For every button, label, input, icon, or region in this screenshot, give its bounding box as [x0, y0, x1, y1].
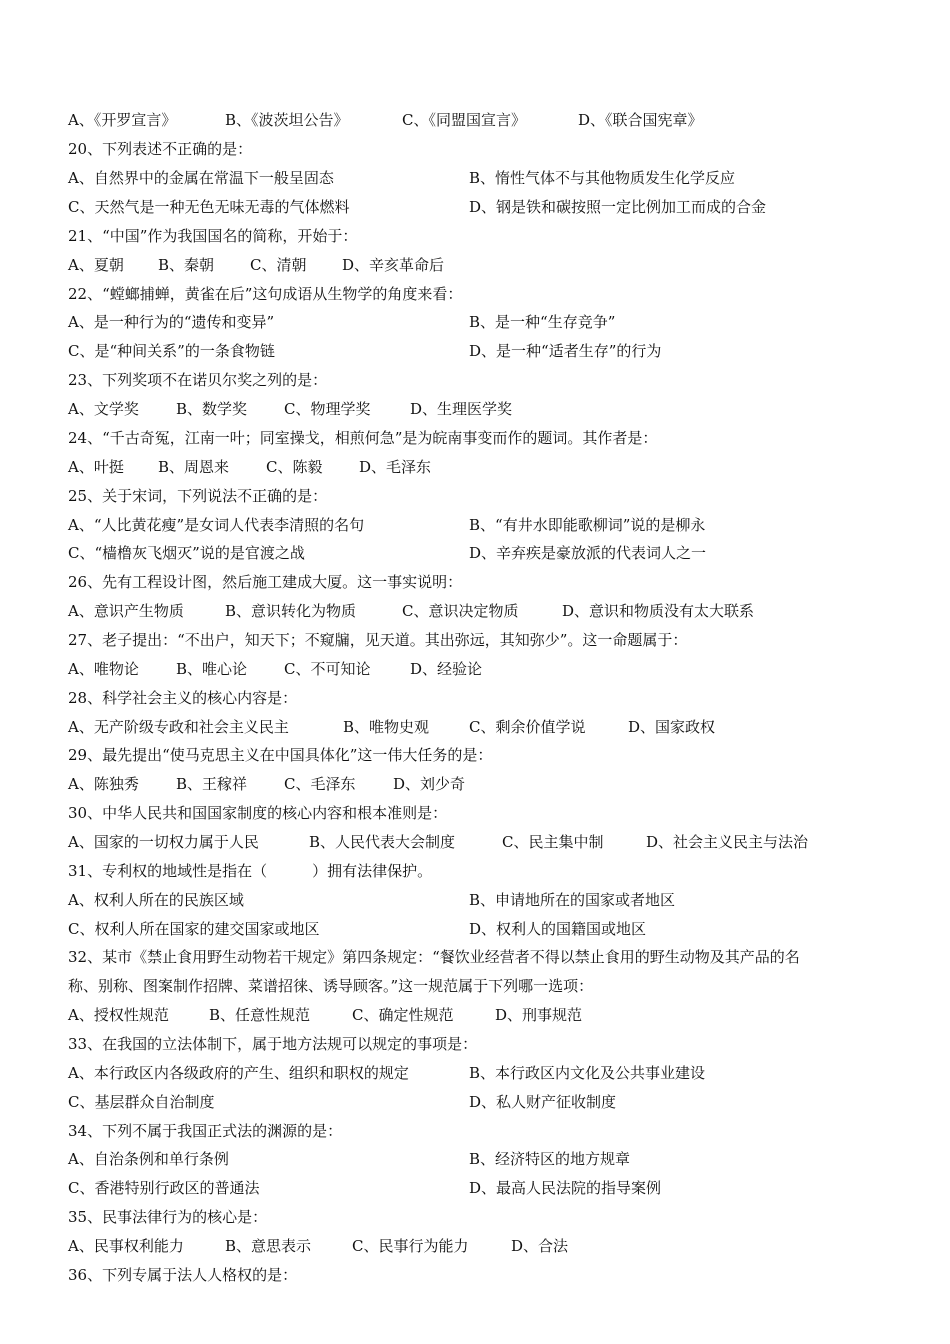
- option-a: A、本行政区内各级政府的产生、组织和职权的规定: [68, 1064, 409, 1082]
- option-c: C、清朝: [250, 256, 307, 274]
- question-stem: 20、下列表述不正确的是：: [68, 140, 253, 158]
- option-c: C、天然气是一种无色无味无毒的气体燃料: [68, 198, 350, 216]
- option-a: A、陈独秀: [68, 775, 139, 793]
- option-d: D、钢是铁和碳按照一定比例加工而成的合金: [469, 198, 767, 216]
- option-a: A、授权性规范: [68, 1006, 169, 1024]
- option-a: A、叶挺: [68, 458, 124, 476]
- question-24-options: [68, 455, 888, 479]
- question-stem: 24、“千古奇冤，江南一叶；同室操戈，相煎何急”是为皖南事变而作的题词。其作者是：: [68, 429, 658, 447]
- question-23-options: [68, 397, 888, 421]
- option-c: C、香港特别行政区的普通法: [68, 1179, 260, 1197]
- option-b: B、经济特区的地方规章: [469, 1150, 631, 1168]
- option-b: B、王稼祥: [176, 775, 248, 793]
- option-b: B、本行政区内文化及公共事业建设: [469, 1064, 706, 1082]
- question-27-stem: [68, 628, 888, 652]
- question-stem: 34、下列不属于我国正式法的渊源的是：: [68, 1122, 343, 1140]
- option-b: B、“有井水即能歌柳词”说的是柳永: [469, 516, 706, 534]
- option-c: C、意识决定物质: [402, 602, 519, 620]
- option-c: C、民事行为能力: [352, 1237, 469, 1255]
- option-d: D、合法: [511, 1237, 569, 1255]
- option-a: A、自治条例和单行条例: [68, 1150, 229, 1168]
- option-d: D、刑事规范: [495, 1006, 583, 1024]
- option-b: B、意识转化为物质: [225, 602, 357, 620]
- question-stem: 36、下列专属于法人人格权的是：: [68, 1266, 298, 1284]
- question-22-options-row1: [68, 310, 888, 334]
- option-a: A、夏朝: [68, 256, 124, 274]
- option-c: C、《同盟国宣言》: [402, 111, 526, 129]
- option-b: B、《波茨坦公告》: [225, 111, 349, 129]
- option-a: A、民事权利能力: [68, 1237, 184, 1255]
- question-stem: 35、民事法律行为的核心是：: [68, 1208, 268, 1226]
- option-d: D、辛弃疾是豪放派的代表词人之一: [469, 544, 707, 562]
- question-30-options: [68, 830, 888, 854]
- question-stem: 33、在我国的立法体制下，属于地方法规可以规定的事项是：: [68, 1035, 478, 1053]
- option-d: D、《联合国宪章》: [578, 111, 703, 129]
- question-29-options: [68, 772, 888, 796]
- question-32-stem-line1: [68, 945, 888, 969]
- question-33-options-row2: [68, 1090, 888, 1114]
- question-stem: 21、“中国”作为我国国名的简称，开始于：: [68, 227, 358, 245]
- question-30-stem: [68, 801, 888, 825]
- question-26-stem: [68, 570, 888, 594]
- question-stem: 28、科学社会主义的核心内容是：: [68, 689, 298, 707]
- option-b: B、唯心论: [176, 660, 248, 678]
- option-a: A、自然界中的金属在常温下一般呈固态: [68, 169, 334, 187]
- option-c: C、毛泽东: [284, 775, 356, 793]
- question-stem: 30、中华人民共和国国家制度的核心内容和根本准则是：: [68, 804, 448, 822]
- question-stem: 23、下列奖项不在诺贝尔奖之列的是：: [68, 371, 328, 389]
- question-stem: 32、某市《禁止食用野生动物若干规定》第四条规定：“餐饮业经营者不得以禁止食用的野生动物及其产品的名: [68, 948, 800, 966]
- question-35-stem: [68, 1205, 888, 1229]
- question-29-stem: [68, 743, 888, 767]
- question-23-stem: [68, 368, 888, 392]
- question-20-stem: [68, 137, 888, 161]
- option-c: C、“樯橹灰飞烟灭”说的是官渡之战: [68, 544, 305, 562]
- option-d: D、私人财产征收制度: [469, 1093, 617, 1111]
- question-33-stem: [68, 1032, 888, 1056]
- option-a: A、“人比黄花瘦”是女词人代表李清照的名句: [68, 516, 365, 534]
- option-a: A、是一种行为的“遗传和变异”: [68, 313, 275, 331]
- question-32-stem-line2: [68, 974, 888, 998]
- question-stem: 27、老子提出：“不出户，知天下；不窥牖，见天道。其出弥远，其知弥少”。这一命题属于：: [68, 631, 688, 649]
- question-36-stem: [68, 1263, 888, 1287]
- question-35-options: [68, 1234, 888, 1258]
- question-stem: 22、“螳螂捕蝉，黄雀在后”这句成语从生物学的角度来看：: [68, 285, 463, 303]
- option-d: D、辛亥革命后: [342, 256, 445, 274]
- option-a: A、国家的一切权力属于人民: [68, 833, 259, 851]
- question-19-options: [68, 108, 888, 132]
- option-d: D、最高人民法院的指导案例: [469, 1179, 662, 1197]
- question-21-options: [68, 253, 888, 277]
- option-c: C、确定性规范: [352, 1006, 454, 1024]
- option-b: B、数学奖: [176, 400, 248, 418]
- option-d: D、刘少奇: [393, 775, 466, 793]
- option-d: D、毛泽东: [359, 458, 432, 476]
- option-d: D、社会主义民主与法治: [646, 833, 809, 851]
- option-d: D、经验论: [410, 660, 483, 678]
- question-31-options-row2: [68, 917, 888, 941]
- question-20-options-row1: [68, 166, 888, 190]
- option-c: C、民主集中制: [502, 833, 604, 851]
- option-c: C、权利人所在国家的建交国家或地区: [68, 920, 320, 938]
- option-a: A、意识产生物质: [68, 602, 184, 620]
- question-22-options-row2: [68, 339, 888, 363]
- question-stem: 29、最先提出“使马克思主义在中国具体化”这一伟大任务的是：: [68, 746, 493, 764]
- option-a: A、权利人所在的民族区域: [68, 891, 244, 909]
- question-28-stem: [68, 686, 888, 710]
- option-c: C、是“种间关系”的一条食物链: [68, 342, 275, 360]
- option-b: B、是一种“生存竞争”: [469, 313, 616, 331]
- option-c: C、基层群众自治制度: [68, 1093, 215, 1111]
- question-25-options-row1: [68, 513, 888, 537]
- question-stem: 26、先有工程设计图，然后施工建成大厦。这一事实说明：: [68, 573, 463, 591]
- question-28-options: [68, 715, 888, 739]
- question-25-stem: [68, 484, 888, 508]
- question-stem-continued: 称、别称、图案制作招牌、菜谱招徕、诱导顾客。”这一规范属于下列哪一选项：: [68, 977, 594, 995]
- option-b: B、任意性规范: [209, 1006, 311, 1024]
- option-c: C、剩余价值学说: [469, 718, 586, 736]
- question-27-options: [68, 657, 888, 681]
- question-24-stem: [68, 426, 888, 450]
- question-31-stem: [68, 859, 888, 883]
- option-a: A、《开罗宣言》: [68, 111, 177, 129]
- option-b: B、秦朝: [158, 256, 215, 274]
- option-d: D、是一种“适者生存”的行为: [469, 342, 662, 360]
- option-b: B、申请地所在的国家或者地区: [469, 891, 676, 909]
- option-b: B、意思表示: [225, 1237, 312, 1255]
- option-a: A、唯物论: [68, 660, 139, 678]
- question-stem: 25、关于宋词，下列说法不正确的是：: [68, 487, 328, 505]
- option-d: D、生理医学奖: [410, 400, 513, 418]
- question-stem: 31、专利权的地域性是指在（ ）拥有法律保护。: [68, 862, 433, 880]
- option-b: B、惰性气体不与其他物质发生化学反应: [469, 169, 736, 187]
- option-a: A、无产阶级专政和社会主义民主: [68, 718, 289, 736]
- question-34-stem: [68, 1119, 888, 1143]
- option-b: B、唯物史观: [343, 718, 430, 736]
- option-c: C、不可知论: [284, 660, 371, 678]
- question-32-options: [68, 1003, 888, 1027]
- option-c: C、陈毅: [266, 458, 323, 476]
- option-d: D、权利人的国籍国或地区: [469, 920, 647, 938]
- option-b: B、人民代表大会制度: [309, 833, 456, 851]
- question-22-stem: [68, 282, 888, 306]
- option-c: C、物理学奖: [284, 400, 371, 418]
- option-d: D、意识和物质没有太大联系: [562, 602, 755, 620]
- question-21-stem: [68, 224, 888, 248]
- option-d: D、国家政权: [628, 718, 716, 736]
- question-34-options-row1: [68, 1147, 888, 1171]
- question-25-options-row2: [68, 541, 888, 565]
- question-33-options-row1: [68, 1061, 888, 1085]
- question-20-options-row2: [68, 195, 888, 219]
- question-34-options-row2: [68, 1176, 888, 1200]
- option-a: A、文学奖: [68, 400, 139, 418]
- question-31-options-row1: [68, 888, 888, 912]
- option-b: B、周恩来: [158, 458, 230, 476]
- question-26-options: [68, 599, 888, 623]
